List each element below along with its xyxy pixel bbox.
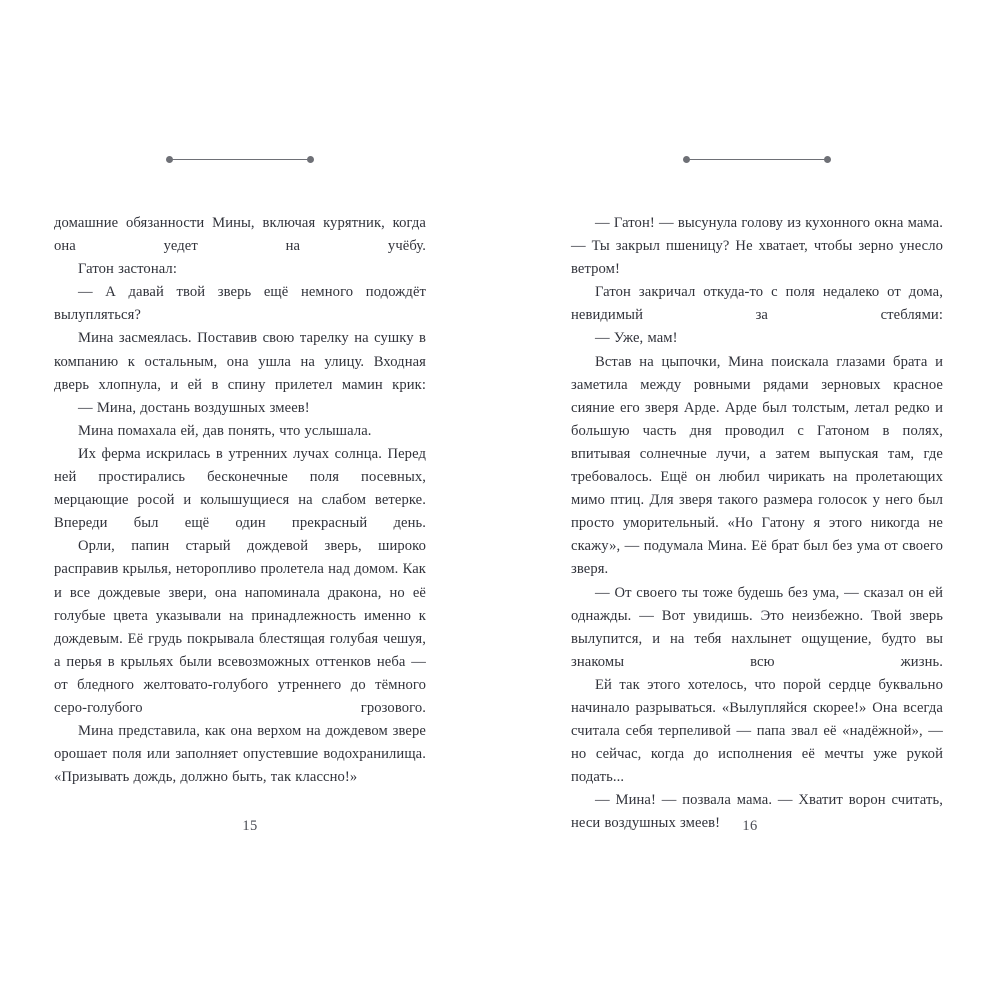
left-page-text-column [54, 212, 426, 789]
paragraph: Мина помахала ей, дав понять, что услышала. [78, 422, 372, 439]
ornament-rule-icon [689, 159, 825, 160]
page-number: 16 [742, 818, 758, 834]
paragraph: Гатон закричал откуда-то с поля недалеко от дома, невидимый за стеблями: [571, 284, 943, 324]
paragraph: — А давай твой зверь ещё немного подождёт вылупляться? [54, 284, 426, 324]
paragraph: Встав на цыпочки, Мина поискала глазами брата и заметила между ровными рядами зерновых красное сияние его зверя Арде. Арде был толстым, летал редко и большую часть дня проводил с Гатоном в полях, впитывая солнечные лучи, а затем выпуская там, где требовалось. Ещё он любил чирикать на пролетающих мимо птиц. Для зверя такого размера голосок у него был просто уморительный. «Но Гатону я этого никогда не скажу», — подумала Мина. Её брат был без ума от своего зверя. [571, 353, 943, 578]
paragraph: Гатон застонал: [78, 261, 177, 278]
left-page-body [54, 148, 426, 789]
paragraph: — От своего ты тоже будешь без ума, — сказал он ей однажды. — Вот увидишь. Это неизбежно. Твой зверь вылупится, и на тебя нахлынет ощущение, будто вы знакомы всю жизнь. [571, 584, 943, 670]
right-page [500, 0, 1000, 1000]
paragraph: — Мина! — позвала мама. — Хватит ворон считать, неси воздушных змеев! [571, 792, 943, 832]
paragraph: Мина представила, как она верхом на дождевом звере орошает поля или заполняет опустевшие водохранилища. «Призывать дождь, должно быть, так классно!» [54, 723, 426, 786]
page-number: 15 [242, 818, 258, 834]
right-page-body [571, 148, 943, 836]
chapter-ornament-icon [164, 148, 316, 172]
paragraph: — Уже, мам! [595, 330, 678, 347]
paragraph: Орли, папин старый дождевой зверь, широко расправив крылья, неторопливо пролетела над домом. Как и все дождевые звери, она напоминала дракона, но её голубые цвета указывали на принадлежность именно к дождевым. Её грудь покрывала блестящая голубая чешуя, а перья в крыльях были всевозможных оттенков неба — от бледного желтовато-голубого утреннего до тёмного серо-голубого грозового. [54, 538, 426, 716]
paragraph: — Мина, достань воздушных змеев! [78, 399, 310, 416]
ornament-right-dot-icon [307, 156, 314, 163]
paragraph: Ей так этого хотелось, что порой сердце буквально начинало разрываться. «Вылупляйся скорее!» Она всегда считала себя терпеливой — папа звал её «надёжной», — но сейчас, когда до исполнения её мечты уже рукой подать... [571, 676, 943, 786]
ornament-right-dot-icon [824, 156, 831, 163]
paragraph: домашние обязанности Мины, включая курятник, когда она уедет на учёбу. [54, 215, 426, 255]
paragraph: Мина засмеялась. Поставив свою тарелку на сушку в компанию к остальным, она ушла на улицу. Входная дверь хлопнула, и ей в спину прилетел мамин крик: [54, 330, 426, 393]
right-page-text-column [571, 212, 943, 836]
chapter-ornament-icon [681, 148, 833, 172]
ornament-rule-icon [172, 159, 308, 160]
paragraph: — Гатон! — высунула голову из кухонного окна мама. — Ты закрыл пшеницу? Не хватает, чтобы зерно унесло ветром! [571, 215, 943, 278]
paragraph: Их ферма искрилась в утренних лучах солнца. Перед ней простирались бесконечные поля посевных, мерцающие росой и колышущиеся на слабом ветерке. Впереди был ещё один прекрасный день. [54, 445, 426, 532]
